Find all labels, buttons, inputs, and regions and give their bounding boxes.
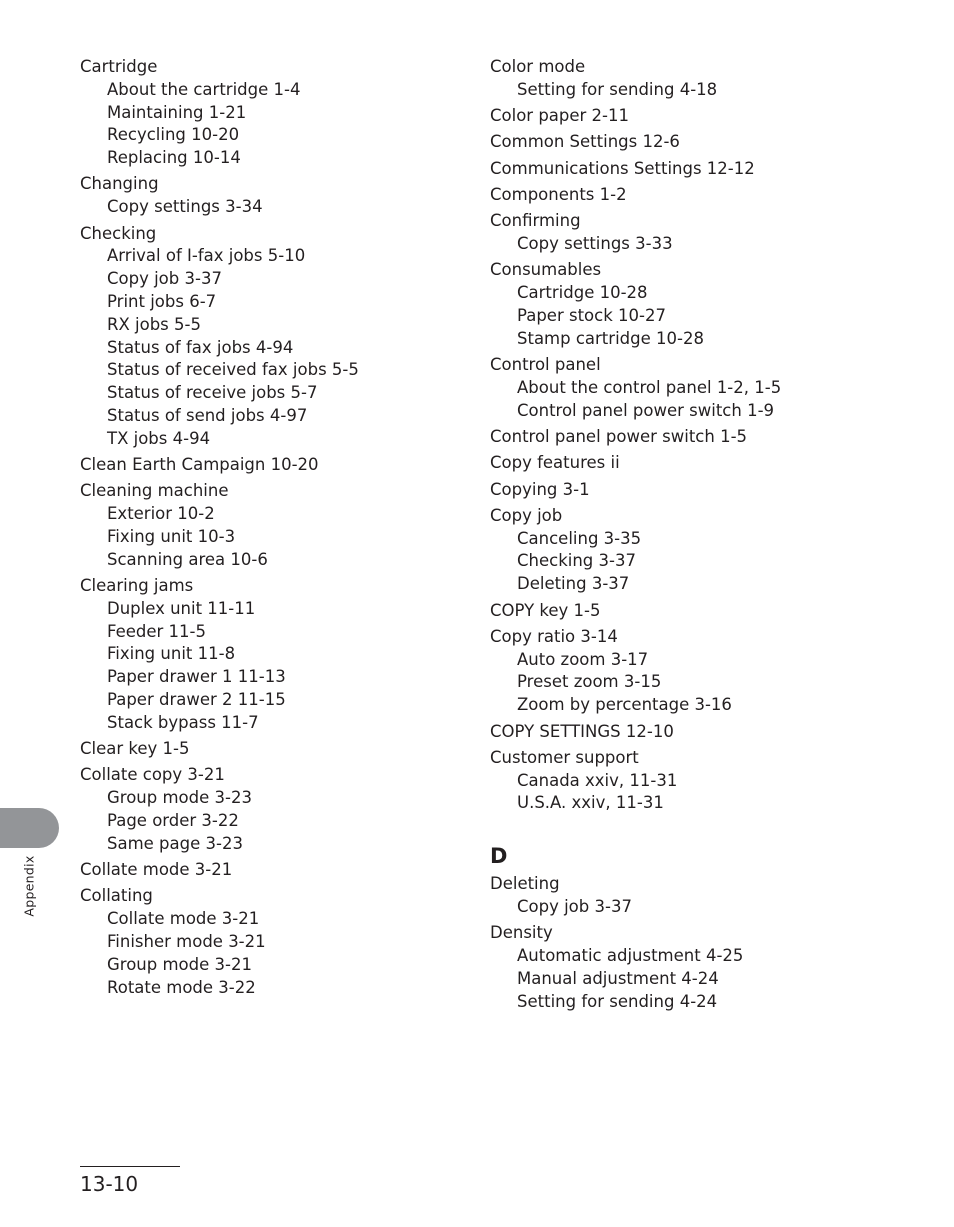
index-subentry: Rotate mode 3-22: [107, 977, 256, 997]
index-subentry: Copy job 3-37: [517, 897, 632, 916]
index-entry: Checking: [80, 223, 157, 243]
index-subentry: Paper stock 10-27: [517, 305, 666, 325]
index-subentry: Exterior 10-2: [107, 504, 215, 524]
index-entry: Color mode: [490, 57, 586, 76]
index-subentry: Zoom by percentage 3-16: [517, 695, 732, 715]
index-subentry: Replacing 10-14: [107, 148, 241, 168]
index-subentry: About the control panel 1-2, 1-5: [517, 377, 782, 397]
appendix-thumb-tab: [0, 808, 59, 848]
index-subentry: Auto zoom 3-17: [517, 649, 649, 669]
index-entry: Changing: [80, 174, 159, 194]
index-entry: COPY SETTINGS 12-10: [490, 721, 674, 741]
index-subentry: Canceling 3-35: [517, 528, 642, 548]
index-entry: Customer support: [490, 747, 639, 767]
index-subentry: Duplex unit 11-11: [107, 598, 256, 618]
index-subentry: Manual adjustment 4-24: [517, 968, 719, 988]
index-entry: Control panel: [490, 355, 601, 375]
index-entry: Clean Earth Campaign 10-20: [80, 455, 319, 475]
index-subentry: Recycling 10-20: [107, 125, 240, 145]
index-subentry: Fixing unit 11-8: [107, 644, 236, 664]
index-subentry: Feeder 11-5: [107, 621, 206, 641]
index-subentry: Deleting 3-37: [517, 574, 630, 594]
index-subentry: Stack bypass 11-7: [107, 712, 259, 732]
index-entry: Copy features ii: [490, 453, 620, 473]
index-subentry: U.S.A. xxiv, 11-31: [517, 793, 664, 813]
index-subentry: Status of send jobs 4-97: [107, 405, 308, 425]
index-subentry: Arrival of I-fax jobs 5-10: [107, 246, 306, 266]
index-subentry: Status of receive jobs 5-7: [107, 383, 318, 403]
index-entry: Collate mode 3-21: [80, 860, 233, 880]
index-subentry: Cartridge 10-28: [517, 283, 648, 303]
index-subentry: Control panel power switch 1-9: [517, 400, 775, 420]
index-entry: Clear key 1-5: [80, 739, 190, 759]
index-subentry: Collate mode 3-21: [107, 909, 260, 929]
index-entry: Copying 3-1: [490, 479, 590, 499]
index-subentry: Automatic adjustment 4-25: [517, 946, 744, 966]
index-entry: Cartridge: [80, 57, 158, 76]
index-subentry: Maintaining 1-21: [107, 102, 247, 122]
index-entry: Clearing jams: [80, 576, 194, 596]
index-entry: Confirming: [490, 211, 581, 231]
index-column-left: [80, 56, 460, 999]
index-subentry: Copy settings 3-34: [107, 197, 263, 217]
index-subentry: About the cartridge 1-4: [107, 79, 301, 99]
index-subentry: Canada xxiv, 11-31: [517, 770, 678, 790]
index-entry: Components 1-2: [490, 184, 627, 204]
page-number: 13-10: [80, 1172, 139, 1196]
index-entry: COPY key 1-5: [490, 600, 601, 620]
index-subentry: Page order 3-22: [107, 811, 239, 830]
index-entry: Collate copy 3-21: [80, 765, 225, 785]
index-entry: Deleting: [490, 874, 560, 894]
index-subentry: Paper drawer 1 11-13: [107, 667, 286, 687]
index-column-right: [490, 56, 910, 1013]
index-entry: Consumables: [490, 260, 602, 280]
index-subentry: Checking 3-37: [517, 551, 636, 571]
index-subentry: Status of received fax jobs 5-5: [107, 360, 359, 380]
index-subentry: Copy settings 3-33: [517, 234, 673, 254]
index-entry: Control panel power switch 1-5: [490, 426, 748, 446]
index-entry: Density: [490, 923, 553, 943]
index-subentry: RX jobs 5-5: [107, 314, 201, 334]
index-entry: Collating: [80, 886, 153, 906]
index-subentry: Setting for sending 4-24: [517, 991, 718, 1011]
index-subentry: Status of fax jobs 4-94: [107, 337, 294, 357]
index-subentry: Copy job 3-37: [107, 269, 222, 289]
appendix-side-label: Appendix: [21, 855, 37, 917]
index-entry: Communications Settings 12-12: [490, 158, 755, 178]
index-subentry: Print jobs 6-7: [107, 291, 217, 311]
section-heading: D: [490, 844, 508, 869]
index-subentry: Finisher mode 3-21: [107, 931, 266, 951]
index-subentry: Scanning area 10-6: [107, 549, 268, 569]
index-subentry: Fixing unit 10-3: [107, 526, 236, 546]
index-entry: Copy job: [490, 505, 563, 525]
index-entry: Copy ratio 3-14: [490, 626, 618, 646]
index-subentry: Setting for sending 4-18: [517, 79, 718, 99]
index-entry: Color paper 2-11: [490, 106, 630, 126]
footer-rule: [80, 1166, 180, 1167]
index-subentry: Group mode 3-23: [107, 788, 252, 808]
index-entry: Common Settings 12-6: [490, 132, 680, 152]
index-subentry: TX jobs 4-94: [107, 428, 211, 448]
index-subentry: Stamp cartridge 10-28: [517, 328, 704, 348]
index-subentry: Group mode 3-21: [107, 954, 252, 974]
index-subentry: Preset zoom 3-15: [517, 672, 662, 692]
index-subentry: Same page 3-23: [107, 833, 243, 853]
index-entry: Cleaning machine: [80, 481, 229, 501]
index-subentry: Paper drawer 2 11-15: [107, 690, 286, 710]
